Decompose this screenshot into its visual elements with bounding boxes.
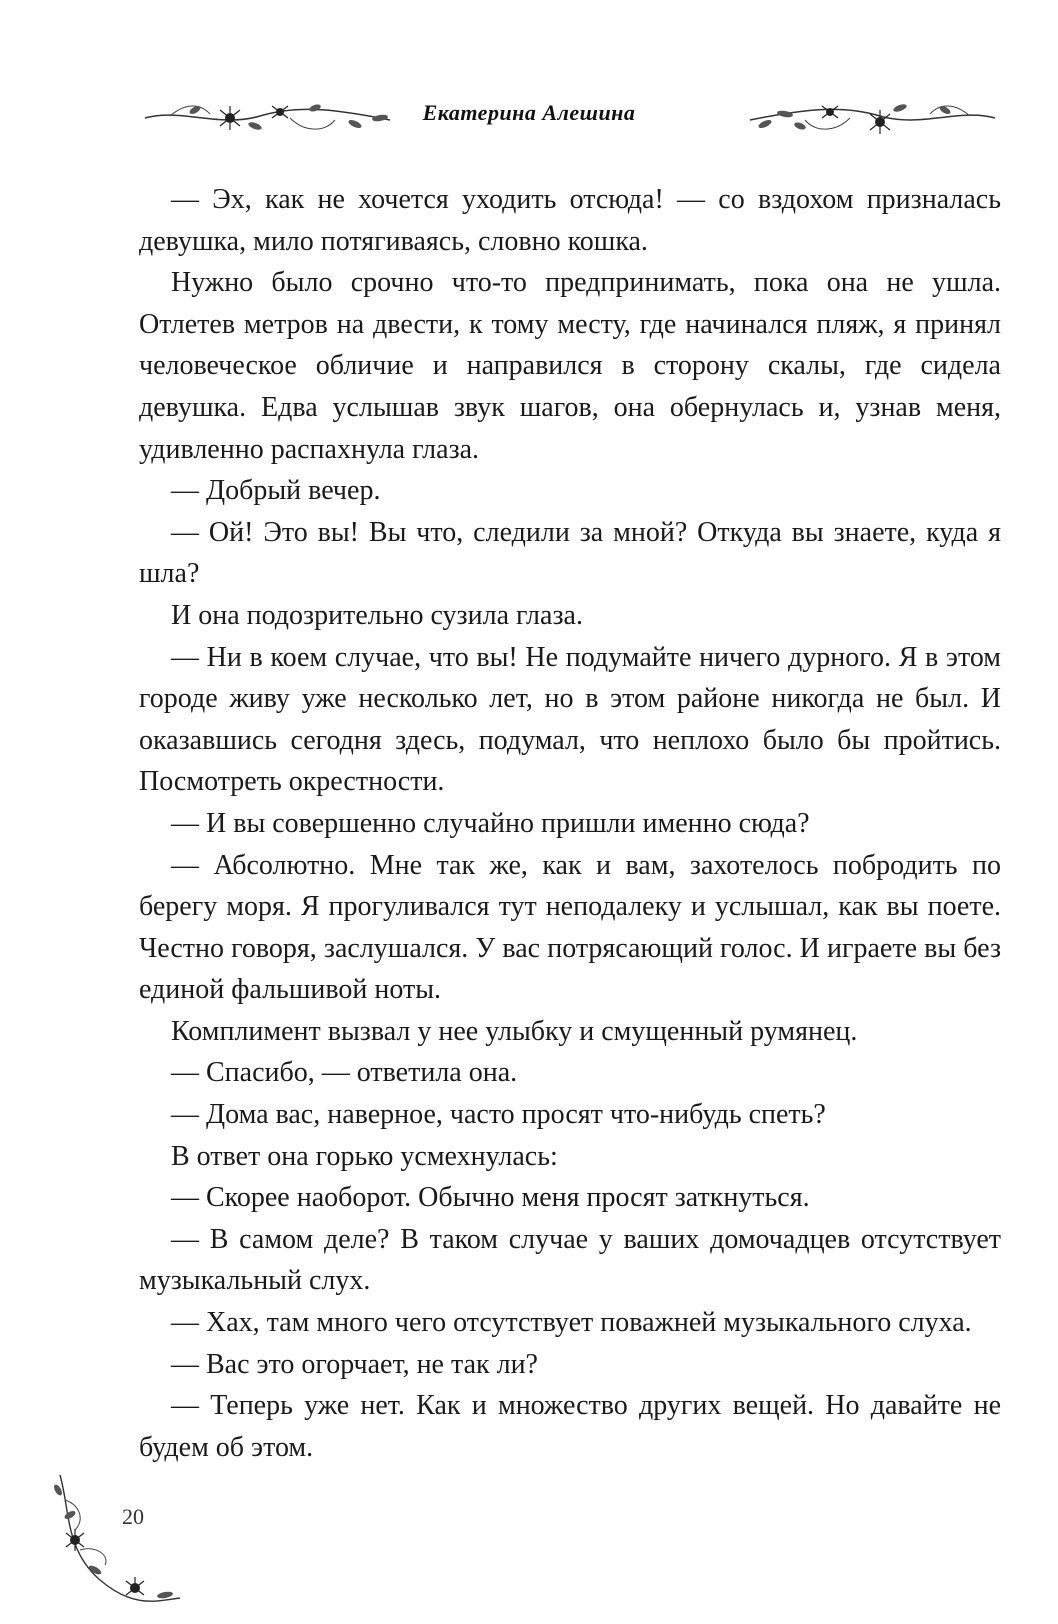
paragraph: — Ни в коем случае, что вы! Не подумайте ничего дурного. Я в этом городе живу уже несколько лет, но в этом районе никогда не был. И оказавшись сегодня здесь, подумал, что неплохо было бы пройтись. Посмотреть окрестности.	[139, 641, 1001, 798]
paragraph: — Абсолютно. Мне так же, как и вам, захотелось побродить по берегу моря. Я прогуливался тут неподалеку и услышал, как вы поете. Честно говоря, заслушался. У вас потрясающий голос. И играете вы без единой фальшивой ноты.	[139, 849, 1001, 1006]
floral-corner-ornament-icon	[40, 1470, 190, 1610]
paragraph: — Теперь уже нет. Как и множество других вещей. Но давайте не будем об этом.	[139, 1390, 1001, 1463]
paragraph: — Дома вас, наверное, часто просят что-нибудь спеть?	[171, 1099, 826, 1131]
paragraph: — Спасибо, — ответила она.	[171, 1057, 518, 1089]
floral-ornament-right-icon	[740, 88, 1000, 148]
paragraph: — Ой! Это вы! Вы что, следили за мной? Откуда вы знаете, куда я шла?	[139, 516, 1001, 590]
page-number: 20	[122, 1504, 144, 1529]
paragraph: В ответ она горько усмехнулась:	[171, 1140, 558, 1172]
paragraph: Нужно было срочно что-то предпринимать, пока она не ушла. Отлетев метров на двести, к тому месту, где начинался пляж, я принял человеческое обличие и направился в сторону скалы, где сидела девушка. Едва услышав звук шагов, она обернулась и, узнав меня, удивленно распахнула глаза.	[139, 267, 1001, 465]
paragraph: — Скорее наоборот. Обычно меня просят заткнуться.	[171, 1182, 810, 1214]
running-header-title: Екатерина Алешина	[422, 100, 636, 125]
paragraph: — Добрый вечер.	[171, 475, 381, 507]
chapter-body-text	[139, 179, 1001, 1468]
paragraph: — Эх, как не хочется уходить отсюда! — со вздохом призналась девушка, мило потягиваясь, словно кошка.	[139, 184, 1001, 257]
paragraph: — И вы совершенно случайно пришли именно сюда?	[171, 807, 810, 839]
paragraph: — В самом деле? В таком случае у ваших домочадцев отсутствует музыкальный слух.	[139, 1223, 1001, 1297]
paragraph: И она подозрительно сузила глаза.	[171, 599, 583, 631]
running-header	[0, 88, 1058, 148]
paragraph: Комплимент вызвал у нее улыбку и смущенный румянец.	[171, 1015, 858, 1047]
paragraph: — Хах, там много чего отсутствует поважней музыкального слуха.	[171, 1307, 972, 1339]
paragraph: — Вас это огорчает, не так ли?	[171, 1348, 538, 1380]
